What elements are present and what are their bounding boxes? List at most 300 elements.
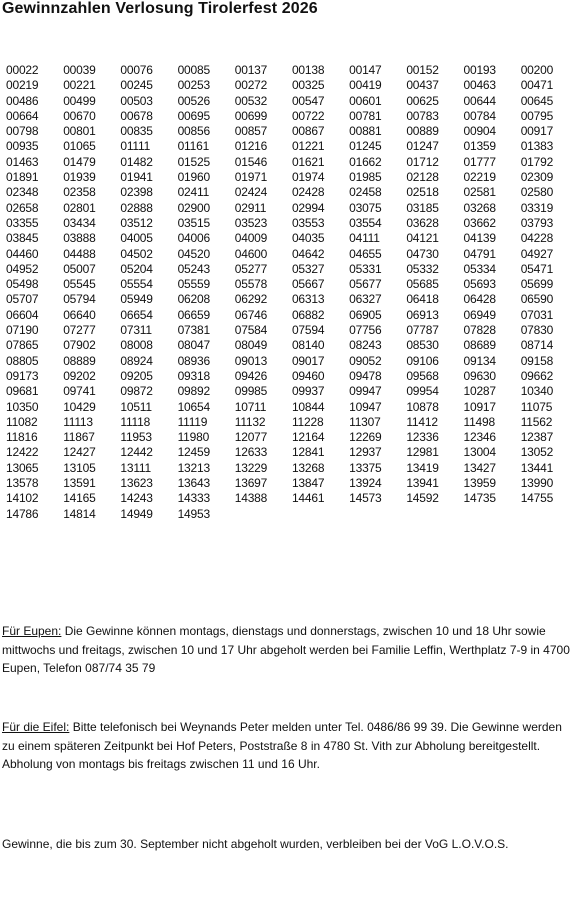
winning-number: 09872 xyxy=(120,384,153,399)
winning-number: 09954 xyxy=(406,384,439,399)
winning-number: 02458 xyxy=(349,185,382,200)
winning-number: 00200 xyxy=(520,63,554,77)
winning-number: 11075 xyxy=(520,399,553,414)
winning-number: 08008 xyxy=(120,338,153,353)
winning-number: 04035 xyxy=(291,231,325,246)
winning-number: 04121 xyxy=(406,231,439,246)
winning-number: 08889 xyxy=(63,353,96,368)
winning-number: 10947 xyxy=(349,399,382,414)
winning-number: 11119 xyxy=(177,414,208,429)
winning-number: 09662 xyxy=(520,368,554,383)
winning-number: 02398 xyxy=(120,185,153,200)
winning-number: 14755 xyxy=(520,491,554,506)
winning-number: 01111 xyxy=(120,139,151,154)
winning-number: 12269 xyxy=(349,430,382,445)
winning-number: 04927 xyxy=(520,246,554,261)
winning-number: 14786 xyxy=(6,506,39,521)
winning-number: 02518 xyxy=(406,185,439,200)
winning-number: 03793 xyxy=(520,215,554,230)
winning-number: 09318 xyxy=(177,368,210,383)
winning-number: 00784 xyxy=(463,108,496,123)
winning-number: 01974 xyxy=(291,170,325,185)
winning-number: 04488 xyxy=(63,246,96,261)
winning-number: 01247 xyxy=(406,139,439,154)
winning-number: 12459 xyxy=(177,445,210,460)
winning-number: 00695 xyxy=(177,108,210,123)
winning-number: 07865 xyxy=(6,338,39,353)
eupen-paragraph xyxy=(2,622,577,678)
winning-number: 00795 xyxy=(520,108,554,123)
winning-number: 00670 xyxy=(63,108,96,123)
winning-number: 00137 xyxy=(234,63,268,77)
winning-number: 04009 xyxy=(234,231,268,246)
winning-number: 00245 xyxy=(120,78,153,93)
winning-number: 00917 xyxy=(520,124,554,139)
winning-number: 05471 xyxy=(520,261,554,276)
winning-number: 01359 xyxy=(463,139,496,154)
winning-number: 06659 xyxy=(177,307,210,322)
winning-number: 09158 xyxy=(520,353,554,368)
winning-number: 05677 xyxy=(349,277,382,292)
winning-number: 12841 xyxy=(291,445,325,460)
winning-number: 01891 xyxy=(6,170,39,185)
winning-number: 14735 xyxy=(463,491,496,506)
winning-number: 03434 xyxy=(63,215,96,230)
winning-number: 10878 xyxy=(406,399,439,414)
winning-number: 13591 xyxy=(63,476,96,491)
winning-number: 05243 xyxy=(177,261,210,276)
winning-number: 10340 xyxy=(520,384,554,399)
winning-number: 09106 xyxy=(406,353,439,368)
winning-number: 05331 xyxy=(349,261,382,276)
winning-number: 10429 xyxy=(63,399,96,414)
winning-number: 11816 xyxy=(6,430,38,445)
eifel-paragraph xyxy=(2,718,577,774)
winning-number: 13111 xyxy=(120,460,151,475)
winning-number: 05949 xyxy=(120,292,153,307)
winning-number: 01971 xyxy=(234,170,268,185)
winning-number: 14102 xyxy=(6,491,39,506)
winning-number: 04730 xyxy=(406,246,439,261)
winning-number: 06313 xyxy=(291,292,325,307)
winning-number: 05667 xyxy=(291,277,325,292)
winning-number: 01065 xyxy=(63,139,96,154)
winning-number: 03268 xyxy=(463,200,496,215)
winning-number: 00471 xyxy=(520,78,554,93)
winning-number: 11498 xyxy=(463,414,495,429)
winning-number: 00039 xyxy=(63,63,96,77)
winning-number: 03319 xyxy=(520,200,554,215)
winning-number: 05554 xyxy=(120,277,153,292)
winning-number: 07830 xyxy=(520,323,554,338)
winning-number: 14165 xyxy=(63,491,96,506)
winning-number: 13990 xyxy=(520,476,554,491)
winning-number: 05685 xyxy=(406,277,439,292)
winning-number: 13375 xyxy=(349,460,382,475)
winning-number: 05334 xyxy=(463,261,496,276)
winning-number: 13959 xyxy=(463,476,496,491)
winning-number: 00532 xyxy=(234,93,268,108)
winning-number: 08714 xyxy=(520,338,554,353)
winning-number: 06604 xyxy=(6,307,39,322)
winning-number: 11412 xyxy=(406,414,438,429)
winning-number: 13229 xyxy=(234,460,268,475)
winning-number: 01525 xyxy=(177,154,210,169)
winning-number: 05699 xyxy=(520,277,554,292)
winning-number: 12336 xyxy=(406,430,439,445)
winning-number: 01712 xyxy=(406,154,439,169)
winning-number: 04600 xyxy=(234,246,268,261)
winning-number: 00801 xyxy=(63,124,96,139)
winning-number: 03075 xyxy=(349,200,382,215)
winning-number: 00722 xyxy=(291,108,325,123)
page-title: Gewinnzahlen Verlosung Tirolerfest 2026 xyxy=(2,0,318,17)
winning-number: 12442 xyxy=(120,445,153,460)
winning-number: 00221 xyxy=(63,78,96,93)
winning-number: 03628 xyxy=(406,215,439,230)
winning-number: 14953 xyxy=(177,506,210,521)
winning-number: 08049 xyxy=(234,338,268,353)
winning-number: 04952 xyxy=(6,261,39,276)
winning-number: 11132 xyxy=(234,414,266,429)
winning-number: 14814 xyxy=(63,506,96,521)
winning-number: 05007 xyxy=(63,261,96,276)
winning-number: 04642 xyxy=(291,246,325,261)
winning-number: 09017 xyxy=(291,353,325,368)
winning-number: 00085 xyxy=(177,63,210,77)
winning-number: 02411 xyxy=(177,185,210,200)
winning-number: 10350 xyxy=(6,399,39,414)
winning-number: 13004 xyxy=(463,445,496,460)
winning-number: 14949 xyxy=(120,506,153,521)
winning-number: 01161 xyxy=(177,139,210,154)
winning-number: 07031 xyxy=(520,307,554,322)
winning-number: 07584 xyxy=(234,323,268,338)
winning-number: 08140 xyxy=(291,338,325,353)
winning-number: 08530 xyxy=(406,338,439,353)
winning-number: 14333 xyxy=(177,491,210,506)
winning-number: 02801 xyxy=(63,200,96,215)
winning-number: 00835 xyxy=(120,124,153,139)
winning-number: 03355 xyxy=(6,215,39,230)
winning-number: 09202 xyxy=(63,368,96,383)
winning-number: 05204 xyxy=(120,261,153,276)
winning-number: 09892 xyxy=(177,384,210,399)
winning-number: 00664 xyxy=(6,108,39,123)
eifel-label: Für die Eifel: xyxy=(2,720,70,734)
winning-number: 00781 xyxy=(349,108,382,123)
winning-number: 09052 xyxy=(349,353,382,368)
winning-number: 02580 xyxy=(520,185,554,200)
winning-number: 02911 xyxy=(234,200,267,215)
winning-number: 02309 xyxy=(520,170,554,185)
winning-number: 09630 xyxy=(463,368,496,383)
winning-number: 11980 xyxy=(177,430,210,445)
winning-number: 12346 xyxy=(463,430,496,445)
winning-number: 05277 xyxy=(234,261,268,276)
winning-number: 05578 xyxy=(234,277,268,292)
winning-number: 00219 xyxy=(6,78,39,93)
winning-number: 07190 xyxy=(6,323,39,338)
winning-number: 08936 xyxy=(177,353,210,368)
winning-number: 01792 xyxy=(520,154,554,169)
winning-number: 03185 xyxy=(406,200,439,215)
winning-number: 00147 xyxy=(349,63,382,77)
winning-number: 00783 xyxy=(406,108,439,123)
eupen-label: Für Eupen: xyxy=(2,624,62,638)
winning-number: 10844 xyxy=(291,399,325,414)
winning-number: 00076 xyxy=(120,63,153,77)
winning-number: 07594 xyxy=(291,323,325,338)
winning-number: 07277 xyxy=(63,323,96,338)
winning-number: 00935 xyxy=(6,139,39,154)
winning-number: 01960 xyxy=(177,170,210,185)
winning-number: 12077 xyxy=(234,430,268,445)
winning-number: 09205 xyxy=(120,368,153,383)
winning-number: 09741 xyxy=(63,384,96,399)
winning-number: 10711 xyxy=(234,399,267,414)
winning-number: 11953 xyxy=(120,430,152,445)
winning-number: 05707 xyxy=(6,292,39,307)
winning-number: 00889 xyxy=(406,124,439,139)
winning-number: 07787 xyxy=(406,323,439,338)
winning-number: 06905 xyxy=(349,307,382,322)
winning-number: 05559 xyxy=(177,277,210,292)
winning-number: 10654 xyxy=(177,399,210,414)
winning-number: 00601 xyxy=(349,93,382,108)
winning-number: 13697 xyxy=(234,476,268,491)
winning-number: 00798 xyxy=(6,124,39,139)
winning-number: 06882 xyxy=(291,307,325,322)
winning-number: 00022 xyxy=(6,63,39,77)
winning-number: 02581 xyxy=(463,185,496,200)
winning-number: 01479 xyxy=(63,154,96,169)
winning-number: 13213 xyxy=(177,460,210,475)
winning-number: 00526 xyxy=(177,93,210,108)
winning-number: 00645 xyxy=(520,93,554,108)
winning-number: 12427 xyxy=(63,445,96,460)
winning-number: 13578 xyxy=(6,476,39,491)
winning-number: 01662 xyxy=(349,154,382,169)
winning-number: 05498 xyxy=(6,277,39,292)
winning-number: 03523 xyxy=(234,215,268,230)
winning-number: 13623 xyxy=(120,476,153,491)
winning-number: 07756 xyxy=(349,323,382,338)
winning-number: 03553 xyxy=(291,215,325,230)
winning-number: 03662 xyxy=(463,215,496,230)
winning-number: 14573 xyxy=(349,491,382,506)
winning-number: 06590 xyxy=(520,292,554,307)
winning-number: 00152 xyxy=(406,63,439,77)
eifel-text: Bitte telefonisch bei Weynands Peter melden unter Tel. 0486/86 99 39. Die Gewinne werden zu einem späteren Zeitpunkt bei Hof Peters, Poststraße 8 in 4780 St. Vith zur Abholung bereitgestellt. Abholung von montags bis freitags zwischen 11 und 16 Uhr. xyxy=(2,720,562,772)
winning-number: 14461 xyxy=(291,491,325,506)
winning-number: 13065 xyxy=(6,460,39,475)
winning-number: 03554 xyxy=(349,215,382,230)
winning-number: 00699 xyxy=(234,108,268,123)
winning-number: 00272 xyxy=(234,78,268,93)
winning-number: 02128 xyxy=(406,170,439,185)
winning-number: 01621 xyxy=(291,154,325,169)
winning-number: 00881 xyxy=(349,124,382,139)
winning-number: 10917 xyxy=(463,399,496,414)
winning-number: 07828 xyxy=(463,323,496,338)
winning-number: 00463 xyxy=(463,78,496,93)
winning-number: 00253 xyxy=(177,78,210,93)
winning-number: 06428 xyxy=(463,292,496,307)
winning-number: 00678 xyxy=(120,108,153,123)
winning-number: 03512 xyxy=(120,215,153,230)
footer-note: Gewinne, die bis zum 30. September nicht abgeholt wurden, verbleiben bei der VoG L.O.V.O.S. xyxy=(2,837,509,851)
winning-number: 04111 xyxy=(349,231,380,246)
winning-number: 04502 xyxy=(120,246,153,261)
winning-number: 04460 xyxy=(6,246,39,261)
winning-number: 02994 xyxy=(291,200,325,215)
winning-number: 01482 xyxy=(120,154,153,169)
winning-number: 09985 xyxy=(234,384,268,399)
winning-number: 02658 xyxy=(6,200,39,215)
winning-number: 01221 xyxy=(291,139,325,154)
winning-number: 00856 xyxy=(177,124,210,139)
winning-number: 11113 xyxy=(63,414,93,429)
winning-number: 13924 xyxy=(349,476,382,491)
winning-number: 00857 xyxy=(234,124,268,139)
winning-number: 00138 xyxy=(291,63,325,77)
winning-number: 14592 xyxy=(406,491,439,506)
winning-number: 00644 xyxy=(463,93,496,108)
winning-number: 02900 xyxy=(177,200,210,215)
winning-number: 09568 xyxy=(406,368,439,383)
winning-number: 06208 xyxy=(177,292,210,307)
winning-number: 12387 xyxy=(520,430,554,445)
winning-number: 00486 xyxy=(6,93,39,108)
winning-number: 00904 xyxy=(463,124,496,139)
winning-number: 01985 xyxy=(349,170,382,185)
winning-number: 03845 xyxy=(6,231,39,246)
winning-number: 04139 xyxy=(463,231,496,246)
winning-number: 01941 xyxy=(120,170,153,185)
winning-number: 13268 xyxy=(291,460,325,475)
winning-number: 01245 xyxy=(349,139,382,154)
winning-number: 02428 xyxy=(291,185,325,200)
winning-numbers-grid xyxy=(6,63,578,522)
winning-number: 11228 xyxy=(291,414,324,429)
winning-number: 14388 xyxy=(234,491,268,506)
winning-number: 13441 xyxy=(520,460,554,475)
winning-number: 10511 xyxy=(120,399,152,414)
winning-number: 11562 xyxy=(520,414,553,429)
winning-number: 05693 xyxy=(463,277,496,292)
winning-number: 08243 xyxy=(349,338,382,353)
winning-number: 13643 xyxy=(177,476,210,491)
winning-number: 01463 xyxy=(6,154,39,169)
winning-number: 13419 xyxy=(406,460,439,475)
winning-number: 12633 xyxy=(234,445,268,460)
winning-number: 07311 xyxy=(120,323,152,338)
eupen-text: Die Gewinne können montags, dienstags und donnerstags, zwischen 10 und 18 Uhr sowie mittwochs und freitags, zwischen 10 und 17 Uhr abgeholt werden bei Familie Leffin, Werthplatz 7-9 in 4700 Eupen, Telefon 087/74 35 79 xyxy=(2,624,570,676)
winning-number: 05332 xyxy=(406,261,439,276)
winning-number: 02348 xyxy=(6,185,39,200)
winning-number: 01939 xyxy=(63,170,96,185)
winning-number: 11307 xyxy=(349,414,381,429)
winning-number: 12937 xyxy=(349,445,382,460)
winning-number: 13052 xyxy=(520,445,554,460)
winning-number: 06913 xyxy=(406,307,439,322)
winning-number: 00867 xyxy=(291,124,325,139)
winning-number: 11867 xyxy=(63,430,95,445)
winning-number: 13427 xyxy=(463,460,496,475)
winning-number: 00419 xyxy=(349,78,382,93)
winning-number: 12981 xyxy=(406,445,439,460)
winning-number: 08805 xyxy=(6,353,39,368)
winning-number: 00503 xyxy=(120,93,153,108)
winning-number: 13105 xyxy=(63,460,96,475)
winning-number: 13847 xyxy=(291,476,325,491)
winning-number: 00193 xyxy=(463,63,496,77)
winning-number: 06418 xyxy=(406,292,439,307)
winning-number: 02424 xyxy=(234,185,268,200)
winning-number: 06292 xyxy=(234,292,268,307)
winning-number: 01216 xyxy=(234,139,268,154)
winning-number: 09426 xyxy=(234,368,268,383)
winning-number: 04005 xyxy=(120,231,153,246)
winning-number: 04791 xyxy=(463,246,496,261)
winning-number: 06327 xyxy=(349,292,382,307)
winning-number: 09134 xyxy=(463,353,496,368)
winning-number: 02358 xyxy=(63,185,96,200)
winning-number: 00437 xyxy=(406,78,439,93)
winning-number: 06654 xyxy=(120,307,153,322)
winning-number: 09478 xyxy=(349,368,382,383)
winning-number: 12164 xyxy=(291,430,325,445)
winning-number: 07902 xyxy=(63,338,96,353)
winning-number: 09947 xyxy=(349,384,382,399)
winning-number: 09013 xyxy=(234,353,268,368)
winning-number: 01546 xyxy=(234,154,268,169)
winning-number: 11118 xyxy=(120,414,151,429)
winning-number: 06640 xyxy=(63,307,96,322)
winning-number: 00625 xyxy=(406,93,439,108)
winning-number: 04655 xyxy=(349,246,382,261)
winning-number: 06746 xyxy=(234,307,268,322)
winning-number: 10287 xyxy=(463,384,496,399)
winning-number: 01777 xyxy=(463,154,496,169)
winning-number: 11082 xyxy=(6,414,38,429)
winning-number: 00325 xyxy=(291,78,325,93)
winning-number: 09937 xyxy=(291,384,325,399)
winning-number: 03515 xyxy=(177,215,210,230)
winning-number: 02219 xyxy=(463,170,496,185)
winning-number: 07381 xyxy=(177,323,210,338)
winning-number: 09460 xyxy=(291,368,325,383)
winning-number: 09681 xyxy=(6,384,39,399)
winning-number: 05794 xyxy=(63,292,96,307)
winning-number: 00547 xyxy=(291,93,325,108)
winning-number: 02888 xyxy=(120,200,153,215)
winning-number: 06949 xyxy=(463,307,496,322)
winning-number: 14243 xyxy=(120,491,153,506)
winning-number: 05545 xyxy=(63,277,96,292)
winning-number: 08689 xyxy=(463,338,496,353)
winning-number: 03888 xyxy=(63,231,96,246)
winning-number: 01383 xyxy=(520,139,554,154)
winning-number: 08047 xyxy=(177,338,210,353)
winning-number: 04228 xyxy=(520,231,554,246)
winning-number: 12422 xyxy=(6,445,39,460)
winning-number: 13941 xyxy=(406,476,439,491)
winning-number: 04006 xyxy=(177,231,210,246)
winning-number: 08924 xyxy=(120,353,153,368)
winning-number: 05327 xyxy=(291,261,325,276)
